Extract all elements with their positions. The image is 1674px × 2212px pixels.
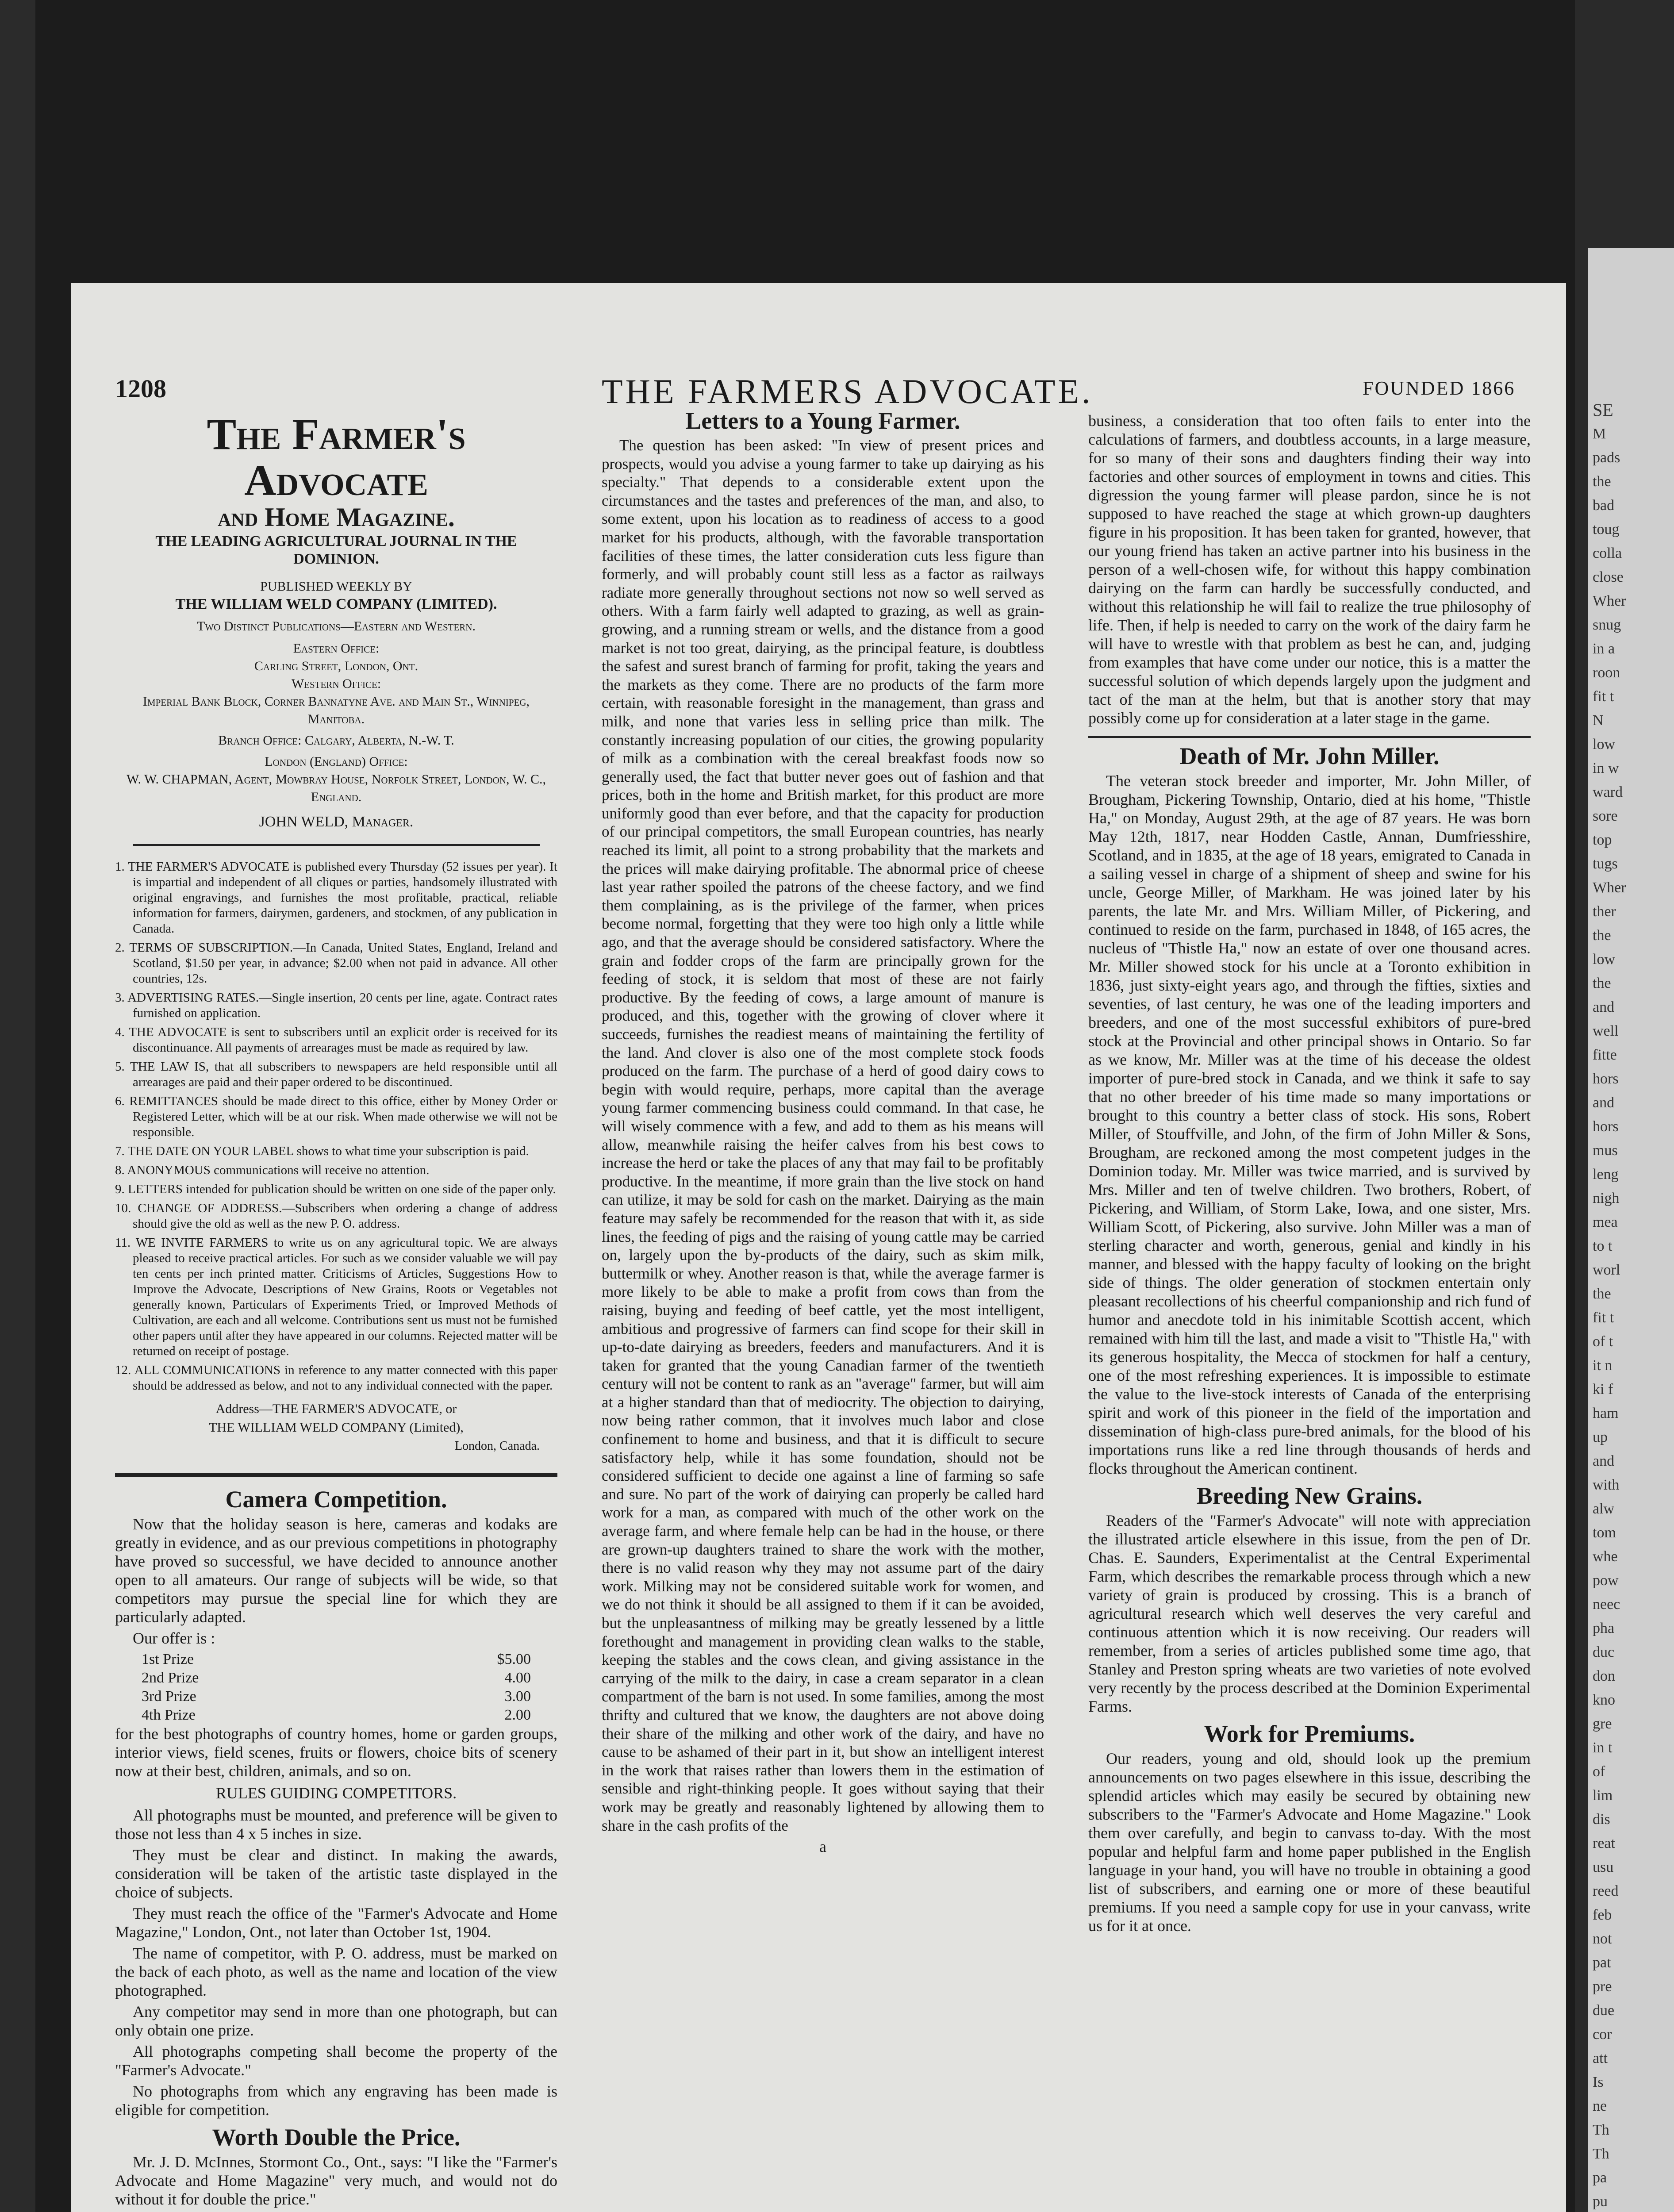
adjacent-page-word: usu (1593, 1859, 1614, 1875)
western-office-label: Western Office: (291, 676, 381, 691)
prize-amount: $5.00 (497, 1651, 531, 1667)
rule-item: They must be clear and distinct. In making the awards, consideration will be taken of the artistic taste displayed in the choice of subjects. (115, 1846, 557, 1901)
adjacent-page-word: the (1593, 1286, 1611, 1302)
adjacent-page-word: fitte (1593, 1047, 1617, 1063)
adjacent-page-word: pu (1593, 2193, 1608, 2210)
adjacent-page-word: the (1593, 473, 1611, 490)
address-line-1: Address—THE FARMER'S ADVOCATE, or (215, 1402, 457, 1416)
prize-list (115, 1650, 557, 1724)
adjacent-page-word: hors (1593, 1071, 1619, 1087)
london-office: W. W. CHAPMAN, Agent, Mowbray House, Norfolk Street, London, W. C., England. (126, 772, 546, 804)
adjacent-page-word: pa (1593, 2170, 1607, 2186)
adjacent-page-word: alw (1593, 1501, 1615, 1517)
breeding-text: Readers of the "Farmer's Advocate" will note with appreciation the illustrated article elsewhere in this issue, from the pen of Dr. Chas. E. Saunders, Experimentalist at the Central Experimental Farm, which describes the remarkable process through which a new variety of grain is produced by crossing. This is a branch of agricultural research which well deserves the very careful and continuous attention which it is now receiving. Our readers will remember, from a series of articles published some time ago, that Stanley and Preston spring wheats are two varieties of note evolved very recently by the process described at the Dominion Experimental Farms. (1088, 1512, 1531, 1715)
adjacent-page-word: neec (1593, 1596, 1620, 1613)
western-office: Imperial Bank Block, Corner Bannatyne Ave. and Main St., Winnipeg, Manitoba. (142, 694, 530, 726)
adjacent-page-word: roon (1593, 664, 1620, 681)
adjacent-page-word: and (1593, 1094, 1615, 1111)
adjacent-page-word: mus (1593, 1142, 1618, 1159)
notice-item: 5. THE LAW IS, that all subscribers to newspapers are held responsible until all arrearages are paid and their paper ordered to be discontinued. (115, 1060, 557, 1089)
rules-heading: RULES GUIDING COMPETITORS. (215, 1784, 457, 1802)
prize-label: 1st Prize (142, 1651, 194, 1667)
adjacent-page-word: in t (1593, 1740, 1613, 1756)
company-name: THE WILLIAM WELD COMPANY (LIMITED). (175, 596, 497, 612)
notice-item: 1. THE FARMER'S ADVOCATE is published every Thursday (52 issues per year). It is impartial and independent of all cliques or parties, handsomely illustrated with original engravings, and furnishes the most profitable, practical, reliable information for farmers, dairymen, gardeners, and stockmen, of any publication in Canada. (115, 860, 557, 936)
adjacent-page-word: due (1593, 2002, 1615, 2019)
worth-double-text: Mr. J. D. McInnes, Stormont Co., Ont., says: "I like the "Farmer's Advocate and Home Magazine" very much, and would not do without it for double the price." (115, 2153, 557, 2208)
premiums-title: Work for Premiums. (1204, 1720, 1415, 1747)
section-divider (115, 1473, 557, 1477)
adjacent-page-word: pre (1593, 1978, 1612, 1995)
adjacent-page-word: Wher (1593, 879, 1626, 896)
death-title: Death of Mr. John Miller. (1179, 743, 1440, 769)
adjacent-page-word: close (1593, 569, 1624, 585)
address-line-2: THE WILLIAM WELD COMPANY (Limited), (209, 1420, 464, 1435)
london-office-label: London (England) Office: (265, 754, 408, 769)
camera-offer: Our offer is : (133, 1629, 215, 1647)
notice-item: 12. ALL COMMUNICATIONS in reference to any matter connected with this paper should be addressed as below, and not to any individual connected with the paper. (115, 1363, 557, 1393)
notice-item: 7. THE DATE ON YOUR LABEL shows to what time your subscription is paid. (115, 1144, 529, 1158)
adjacent-page-word: ther (1593, 903, 1616, 920)
two-offices: Two Distinct Publications—Eastern and Western. (197, 619, 476, 634)
adjacent-page-word: the (1593, 927, 1611, 944)
adjacent-page-word: low (1593, 736, 1615, 753)
adjacent-page-word: to t (1593, 1238, 1613, 1254)
branch-office: Branch Office: Calgary, Alberta, N.-W. T. (218, 733, 454, 748)
column-3 (1088, 411, 1531, 1938)
notice-item: 8. ANONYMOUS communications will receive no attention. (115, 1163, 430, 1177)
adjacent-page-word: in w (1593, 760, 1619, 776)
notice-item: 9. LETTERS intended for publication should be written on one side of the paper only. (115, 1182, 556, 1196)
running-title: THE FARMERS ADVOCATE. (602, 372, 1093, 411)
adjacent-page-word: pow (1593, 1572, 1619, 1589)
adjacent-page-word: mea (1593, 1214, 1618, 1230)
prize-amount: 3.00 (504, 1688, 531, 1705)
adjacent-page-word: Is (1593, 2074, 1604, 2090)
adjacent-page-word: bad (1593, 497, 1615, 514)
adjacent-page-word: colla (1593, 545, 1622, 561)
adjacent-page-word: duc (1593, 1644, 1615, 1660)
film-edge-left (0, 0, 35, 2212)
death-text: The veteran stock breeder and importer, Mr. John Miller, of Brougham, Pickering Township, Ontario, died at his home, "Thistle Ha," on Monday, August 29th, at the age of 87 years. He was born May 12th, 1817, near Hodden Castle, Annan, Dumfriesshire, Scotland, and in 1835, at the age of 18 years, emigrated to Canada in a sailing vessel in charge of a shipment of sheep and swine for his uncle, George Miller, of Markham. He was joined later by his parents, the late Mr. and Mrs. William Miller, of Pickering, and continued to reside on the farm, purchased in 1848, of 165 acres, the nucleus of "Thistle Ha," now an estate of over one thousand acres. Mr. Miller showed stock for his uncle at a Toronto exhibition in 1836, just sixty-eight years ago, and through the fifties, sixties and seventies, of last century, he was one of the leading importers and breeders, and one of the most successful exhibitors of pure-bred stock at the Provincial and other principal shows in Ontario. So far as we know, Mr. Miller was at the time of his decease the oldest importer of pure-bred stock in Canada, and we think it safe to say that no other breeder of his time made so many importations or brought to this country a better class of stock. His sons, Robert Miller, of Stouffville, and John, of the firm of John Miller & Sons, Brougham, are reckoned among the most competent judges in the Dominion today. Mr. Miller was twice married, and is survived by Mrs. Miller and ten of twelve children. Two brothers, Robert, of Pickering, and William, of Storm Lake, Iowa, and one sister, Mrs. William Scott, of Pickering, also survive. John Miller was a man of sterling character and worth, generous, genial and kindly in his manner, and blessed with the happy faculty of looking on the bright side of things. The older generation of stockmen entertain only pleasant recollections of his cheerful companionship and rich fund of humor and anecdote told in his inimitable Scottish accent, which remained with him till the last, and made a visit to "Thistle Ha," with its generous hospitality, the Mecca of stockmen for half a century, one of the most refreshing experiences. It is impossible to estimate the value to the live-stock interests of Canada of the enterprising spirit and work of this pioneer in the field of the importation and dissemination of high-class pure-bred animals, for the blood of his importations runs like a red line through thousands of herds and flocks throughout the American continent. (1088, 772, 1531, 1477)
adjacent-page-word: pads (1593, 449, 1620, 466)
adjacent-page-word: cor (1593, 2026, 1612, 2043)
adjacent-page-word: pha (1593, 1620, 1615, 1636)
adjacent-page-word: of (1593, 1763, 1605, 1780)
camera-subjects: for the best photographs of country homes, home or garden groups, interior views, field scenes, fruits or flowers, choice bits of scenery now at their best, children, animals, and so on. (115, 1725, 557, 1780)
address-line-3: London, Canada. (454, 1439, 540, 1453)
column-2 (602, 407, 1044, 1856)
letters-continuation: business, a consideration that too often fails to enter into the calculations of farmers, and doubtless accounts, in a large measure, for so many of their sons and daughters finding their way into factories and other sources of employment in towns and cities. This digression the young farmer will please pardon, since he is not supposed to have reached the stage at which grown-up daughters figure in his proposition. It has been taken for granted, however, that our young friend has taken an active partner into his business in the person of a well-chosen wife, for without this happy combination dairying on the farm can hardly be successfully conducted, and without this relationship he will fail to realize the true philosophy of life. Then, if help is needed to carry on the work of the dairy farm he will have to wrestle with that problem as best he can, and, judging from examples that have come under our notice, this is a matter the successful solution of which depends largely upon the judgment and tact of the man at the helm, but that is another story that may possibly come up for consideration at a later stage in the game. (1088, 412, 1531, 727)
rule-item: Any competitor may send in more than one photograph, but can only obtain one prize. (115, 2003, 557, 2039)
adjacent-page-word: snug (1593, 617, 1621, 633)
adjacent-page-word: it n (1593, 1357, 1613, 1374)
rule-item: The name of competitor, with P. O. address, must be marked on the back of each photo, as well as the name and location of the view photographed. (115, 1944, 557, 1999)
adjacent-page-word: top (1593, 832, 1612, 848)
column-1 (115, 411, 557, 2211)
page-header (71, 283, 1566, 336)
publication-notices (115, 859, 557, 1394)
rule-item: They must reach the office of the "Farmer's Advocate and Home Magazine," London, Ont., not later than October 1st, 1904. (115, 1905, 557, 1941)
adjacent-page-word: and (1593, 1453, 1615, 1469)
adjacent-page-word: dis (1593, 1811, 1610, 1828)
adjacent-page-word: whe (1593, 1548, 1618, 1565)
adjacent-page-word: hors (1593, 1118, 1619, 1135)
prize-row (115, 1650, 557, 1669)
adjacent-page-word: fit t (1593, 1310, 1614, 1326)
prize-amount: 2.00 (504, 1707, 531, 1723)
adjacent-page-word: don (1593, 1668, 1615, 1684)
adjacent-page-word: feb (1593, 1907, 1612, 1923)
adjacent-page-word: pat (1593, 1955, 1611, 1971)
prize-label: 3rd Prize (142, 1688, 196, 1705)
camera-intro: Now that the holiday season is here, cameras and kodaks are greatly in evidence, and as our previous competitions in photography have proved so successful, we have decided to announce another open to all amateurs. Our range of subjects will be wide, so that competitors may pursue the special line for which they are particularly adapted. (115, 1515, 557, 1626)
adjacent-page-word: M (1593, 426, 1606, 442)
divider (1088, 736, 1531, 738)
notice-item: 3. ADVERTISING RATES.—Single insertion, 20 cents per line, agate. Contract rates furnished on application. (115, 991, 557, 1020)
notice-item: 2. TERMS OF SUBSCRIPTION.—In Canada, United States, England, Ireland and Scotland, $1.50 per year, in advance; $2.00 when not paid in advance. All other countries, 12s. (115, 941, 557, 986)
adjacent-page-word: N (1593, 712, 1604, 729)
camera-title: Camera Competition. (225, 1486, 447, 1513)
published-by: PUBLISHED WEEKLY BY (260, 579, 412, 594)
adjacent-page-word: Th (1593, 2122, 1609, 2138)
page-number: 1208 (115, 374, 166, 403)
adjacent-page-word: fit t (1593, 688, 1614, 705)
prize-label: 4th Prize (142, 1707, 196, 1723)
notice-item: 4. THE ADVOCATE is sent to subscribers until an explicit order is received for its discontinuance. All payments of arrearages must be made as required by law. (115, 1025, 557, 1055)
prize-row (115, 1706, 557, 1724)
eastern-office-label: Eastern Office: (293, 641, 380, 656)
notice-item: 11. WE INVITE FARMERS to write us on any agricultural topic. We are always pleased to receive practical articles. For such as we consider valuable we will pay ten cents per inch printed matter. Criticisms of Articles, Suggestions How to Improve the Advocate, Descriptions of New Grains, Roots or Vegetables not generally known, Particulars of Experiments Tried, or Improved Methods of Cultivation, are each and all welcome. Contributions sent us must not be furnished other papers until after they have appeared in our columns. Rejected matter will be returned on receipt of postage. (115, 1236, 557, 1358)
adjacent-page-word: ward (1593, 784, 1623, 800)
prize-row (115, 1669, 557, 1687)
adjacent-page-word: ham (1593, 1405, 1619, 1421)
adjacent-page-word: and (1593, 999, 1615, 1015)
rules-list (115, 1806, 557, 2119)
adjacent-page-word: reed (1593, 1883, 1619, 1899)
adjacent-page-word: the (1593, 975, 1611, 991)
adjacent-page-word: in a (1593, 641, 1615, 657)
rule-item: No photographs from which any engraving has been made is eligible for competition. (115, 2082, 557, 2119)
worth-double-title: Worth Double the Price. (212, 2124, 461, 2151)
adjacent-page-word: nigh (1593, 1190, 1620, 1206)
adjacent-page-text (1588, 422, 1674, 2212)
premiums-text: Our readers, young and old, should look up the premium announcements on two pages elsewhere in this issue, describing the splendid articles which may easily be secured by obtaining new subscribers to the "Farmer's Advocate and Home Magazine." Look them over carefully, and begin to canvass to-day. With the most popular and helpful farm and home paper published in the English language in your hand, you will have no trouble in obtaining a good list of subscribers, and earning one or more of these beautiful premiums. If you need a sample copy for use in your canvass, write us for it at once. (1088, 1750, 1531, 1935)
footer-mark: a (819, 1838, 826, 1856)
notice-item: 6. REMITTANCES should be made direct to this office, either by Money Order or Registered Letter, which will be at our risk. When made otherwise we will not be responsible. (115, 1094, 557, 1139)
letters-title: Letters to a Young Farmer. (685, 407, 960, 434)
adjacent-page-word: worl (1593, 1262, 1620, 1278)
adjacent-page-word: Th (1593, 2146, 1609, 2162)
prize-label: 2nd Prize (142, 1670, 199, 1686)
masthead-subtitle: and Home Magazine. (218, 503, 455, 532)
adjacent-page-header: SE (1593, 400, 1613, 420)
adjacent-page-word: tom (1593, 1525, 1616, 1541)
adjacent-page-word: Wher (1593, 593, 1626, 609)
notice-item: 10. CHANGE OF ADDRESS.—Subscribers when ordering a change of address should give the old as well as the new P. O. address. (115, 1201, 557, 1231)
adjacent-page-word: sore (1593, 808, 1618, 824)
adjacent-page-word: of t (1593, 1333, 1613, 1350)
adjacent-page-word: well (1593, 1023, 1619, 1039)
founded-note: FOUNDED 1866 (1363, 377, 1516, 399)
adjacent-page-word: leng (1593, 1166, 1619, 1183)
masthead-title: The Farmer's Advocate (207, 410, 466, 505)
prize-row (115, 1687, 557, 1706)
adjacent-page-word: ki f (1593, 1381, 1613, 1398)
adjacent-page-word: not (1593, 1931, 1612, 1947)
eastern-office: Carling Street, London, Ont. (254, 659, 418, 673)
manager: JOHN WELD, Manager. (259, 814, 414, 830)
divider (133, 844, 540, 846)
letters-text: The question has been asked: "In view of present prices and prospects, would you advise a young farmer to take up dairying as his specialty." That depends to a considerable extent upon the circumstances and the tastes and preferences of the man, and also, to some extent, upon his location as to readiness of access to a good market for his products, although, with the favorable transportation facilities of these times, the latter consideration cuts less figure than formerly, and will probably count still less as a factor as railways radiate more generally throughout sections not now so well served as others. With a farm fairly well adapted to grazing, as well as grain-growing, and a running stream or wells, and the distance from a good market is not too great, dairying, as the principal feature, is doubtless the safest and surest branch of farming for profit, taking the years and the markets as they come. There are no products of the farm more certain, with reasonable foresight in the management, than grass and milk, and none that varies less in selling price than milk. The constantly increasing population of our cities, the growing popularity of milk as a combination with the cereal breakfast foods now so generally used, the fact that butter never goes out of fashion and that prices, both in the home and British market, for this product are more uniformly good than ever before, and that the capacity for production of our principal competitors, the small European countries, has nearly reached its limit, all point to a strong probability that the markets and the prices will make dairying profitable. The abnormal price of cheese last year rather spoiled the patrons of the cheese factory, and we find them complaining, as is the privilege of the farmer, when prices become normal, forgetting that they were too high only a little while ago, and that the average should be considered satisfactory. Where the grain and fodder crops of the farm are principally grown for the feeding of stock, it is seldom that most of these are not fairly productive. By the feeding of cows, a large amount of manure is produced, and this, together with the growing of clover where it succeeds, furnishes the readiest means of maintaining the fertility of the land. And clover is also one of the most complete stock foods produced on the farm. The purchase of a herd of good dairy cows to begin with would require, perhaps, more capital than the average young farmer commencing business could command. In that case, he will wisely commence with a few, and add to them as his means will allow, meanwhile raising the heifer calves from his best cows to increase the herd or take the places of any that may fail to be profitably productive. In the meantime, if more grain than the live stock on hand can utilize, it may be sold for cash on the market. Dairying as the main feature may safely be recommended for the reason that with it, as side lines, the feeding of pigs and the raising of young cattle may be carried on, largely upon the by-products of the dairy, such as skim milk, buttermilk or whey. Another reason is that, while the average farmer is more likely to be able to make a profit from cows than from the raising, buying and feeding of beef cattle, yet the most intelligent, ambitious and progressive of farmers can find scope for their skill in up-to-date dairying as breeders, feeders and manufacturers. And it is taken for granted that the young Canadian farmer of the twentieth century will not be content to rank as an "average" farmer, but will aim at a higher standard than that of mediocrity. The objection to dairying, now being rather common, that it involves much labor and close confinement to home and business, and that it is difficult to secure satisfactory help, while it has some foundation, should not be considered sufficient to decide one against a line of farming so safe and sure. No part of the work of dairying can properly be called hard work for a man, as compared with much of the other work on the average farm, and where female help can be had in the house, or there are grown-up daughters trained to share the work with the mother, there is no valid reason why they may not assume part of the dairy work. Milking may not be considered suitable work for women, and we do not think it should be all assigned to them if it can be avoided, but the unpleasantness of milking may be greatly lessened by a little forethought and management in providing clean walks to the stable, keeping the stables and the cows clean, and giving assistance in the carrying of the milk to the dairy, in case a cream separator in a clean compartment of the barn is not used. In some families, among the most thrifty and cultured that we know, the daughters are not above doing their share of the milking and other work of the dairy, and have no cause to be ashamed of their part in it, but show an intelligent interest in the work that raises rather than lowers them in the estimation of sensible and right-thinking people. It goes without saying that their work may be greatly and reasonably lightened by allowing them to share in the cash profits of the (602, 437, 1044, 1834)
adjacent-page-word: low (1593, 951, 1615, 968)
adjacent-page-word: tugs (1593, 856, 1618, 872)
masthead-tagline: THE LEADING AGRICULTURAL JOURNAL IN THE DOMINION. (155, 533, 517, 567)
rule-item: All photographs must be mounted, and preference will be given to those not less than 4 x 5 inches in size. (115, 1806, 557, 1843)
adjacent-page-fragment (1588, 248, 1674, 2212)
prize-amount: 4.00 (504, 1670, 531, 1686)
newspaper-page (71, 283, 1566, 2212)
adjacent-page-word: gre (1593, 1716, 1612, 1732)
adjacent-page-word: lim (1593, 1787, 1613, 1804)
adjacent-page-word: kno (1593, 1692, 1615, 1708)
adjacent-page-word: reat (1593, 1835, 1615, 1851)
adjacent-page-word: att (1593, 2050, 1608, 2066)
adjacent-page-word: up (1593, 1429, 1608, 1445)
breeding-title: Breeding New Grains. (1196, 1482, 1423, 1509)
adjacent-page-word: with (1593, 1477, 1620, 1493)
rule-item: All photographs competing shall become the property of the "Farmer's Advocate." (115, 2043, 557, 2079)
adjacent-page-word: ne (1593, 2098, 1607, 2114)
adjacent-page-word: toug (1593, 521, 1620, 538)
